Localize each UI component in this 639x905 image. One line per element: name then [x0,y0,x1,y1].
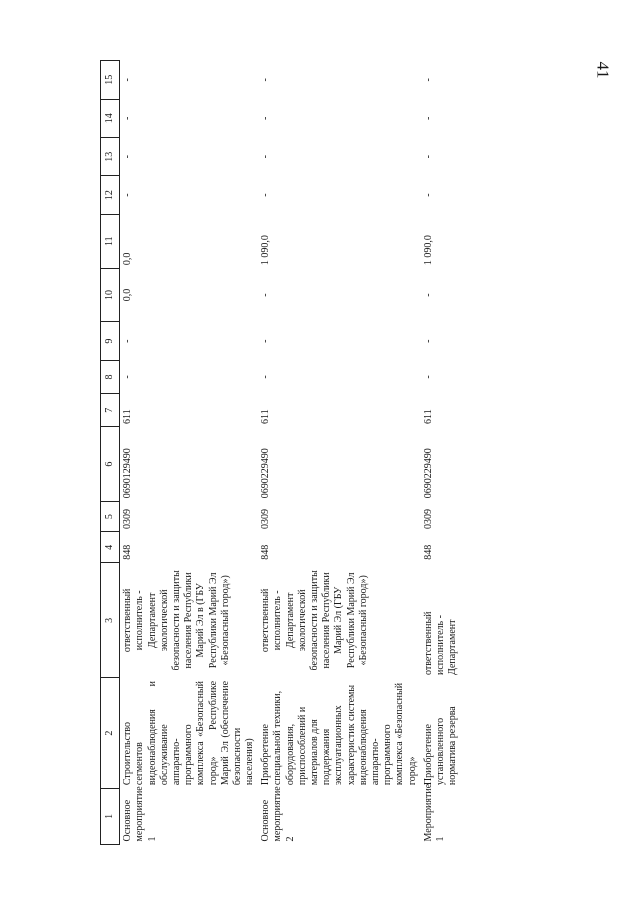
value-cell: - [422,193,434,197]
column-header: 8 [101,360,120,393]
code-target-cell: 0690229490 [260,448,272,499]
column-header: 4 [101,532,120,563]
value-cell: - [122,193,134,197]
value-cell: - [260,293,272,297]
rotated-table-container [100,60,610,845]
column-header: 6 [101,427,120,501]
page-number: 41 [593,61,613,79]
code-grbs-cell: 848 [422,544,434,560]
value-cell: - [422,293,434,297]
column-header: 11 [101,214,120,268]
value-cell: - [260,339,272,343]
activity-name-cell: Строительство сегментов видеонаблюдения и обслуживание аппаратно-программного комплекса «Безопасный город» Республике Марий Эл (обеспечение безопасности населения) [122,680,256,786]
code-grbs-cell: 848 [122,544,134,560]
value-cell: 0,0 [122,252,134,266]
value-cell: - [422,116,434,120]
table-header-row [101,61,120,845]
code-target-cell: 0690229490 [422,448,434,499]
value-cell: - [422,375,434,379]
budget-table [100,60,461,845]
column-header: 7 [101,394,120,427]
value-cell: 1 090,0 [422,235,434,266]
column-header: 10 [101,268,120,322]
value-cell: - [122,375,134,379]
column-header: 9 [101,322,120,360]
column-header: 12 [101,176,120,214]
value-cell: 0,0 [122,288,134,302]
code-target-cell: 0690129490 [122,448,134,499]
executor-cell: ответственный исполнитель - Департамент [422,611,459,675]
value-cell: - [260,78,272,82]
column-header: 5 [101,501,120,532]
table-row [421,61,462,845]
executor-cell: ответственный исполнитель - Департамент экологической безопасности и защиты населения Республики Марий Эл (ГБУ Республики Марий Эл «Безопасный город») [260,570,369,671]
activity-name-cell: Приобретение установленного норматива резерва [422,706,459,786]
value-cell: - [422,339,434,343]
code-section-cell: 0309 [260,508,272,529]
code-section-cell: 0309 [422,508,434,529]
table-row [120,61,259,845]
column-header: 1 [101,788,120,844]
value-cell: - [122,78,134,82]
value-cell: - [122,116,134,120]
value-cell: - [122,339,134,343]
value-cell: - [260,375,272,379]
code-type-cell: 611 [422,409,434,424]
row-number-cell: Основное мероприятие 1 [122,786,158,842]
column-header: 3 [101,563,120,678]
column-header: 15 [101,61,120,100]
column-header: 14 [101,99,120,137]
value-cell: - [422,78,434,82]
executor-cell: ответственный исполнитель - Департамент экологической безопасности и защиты населения Республики Марий Эл в (ГБУ Республики Марий Эл «Безопасный город») [122,570,231,671]
value-cell: - [122,155,134,159]
code-type-cell: 611 [122,409,134,424]
column-header: 2 [101,678,120,788]
code-section-cell: 0309 [122,508,134,529]
code-grbs-cell: 848 [260,544,272,560]
row-number-cell: Основное мероприятие 2 [260,786,296,842]
code-type-cell: 611 [260,409,272,424]
value-cell: 1 090,0 [260,235,272,266]
value-cell: - [260,155,272,159]
value-cell: - [260,116,272,120]
row-number-cell: Мероприятие 1 [422,783,446,842]
value-cell: - [260,193,272,197]
value-cell: - [422,155,434,159]
table-row [258,61,420,845]
activity-name-cell: Приобретение специальной техники, оборудования, приспособлений и материалов для поддержания эксплуатационных характеристик системы видеонаблюдения аппаратно-программного комплекса «Безопасный город» [260,682,418,786]
column-header: 13 [101,137,120,175]
